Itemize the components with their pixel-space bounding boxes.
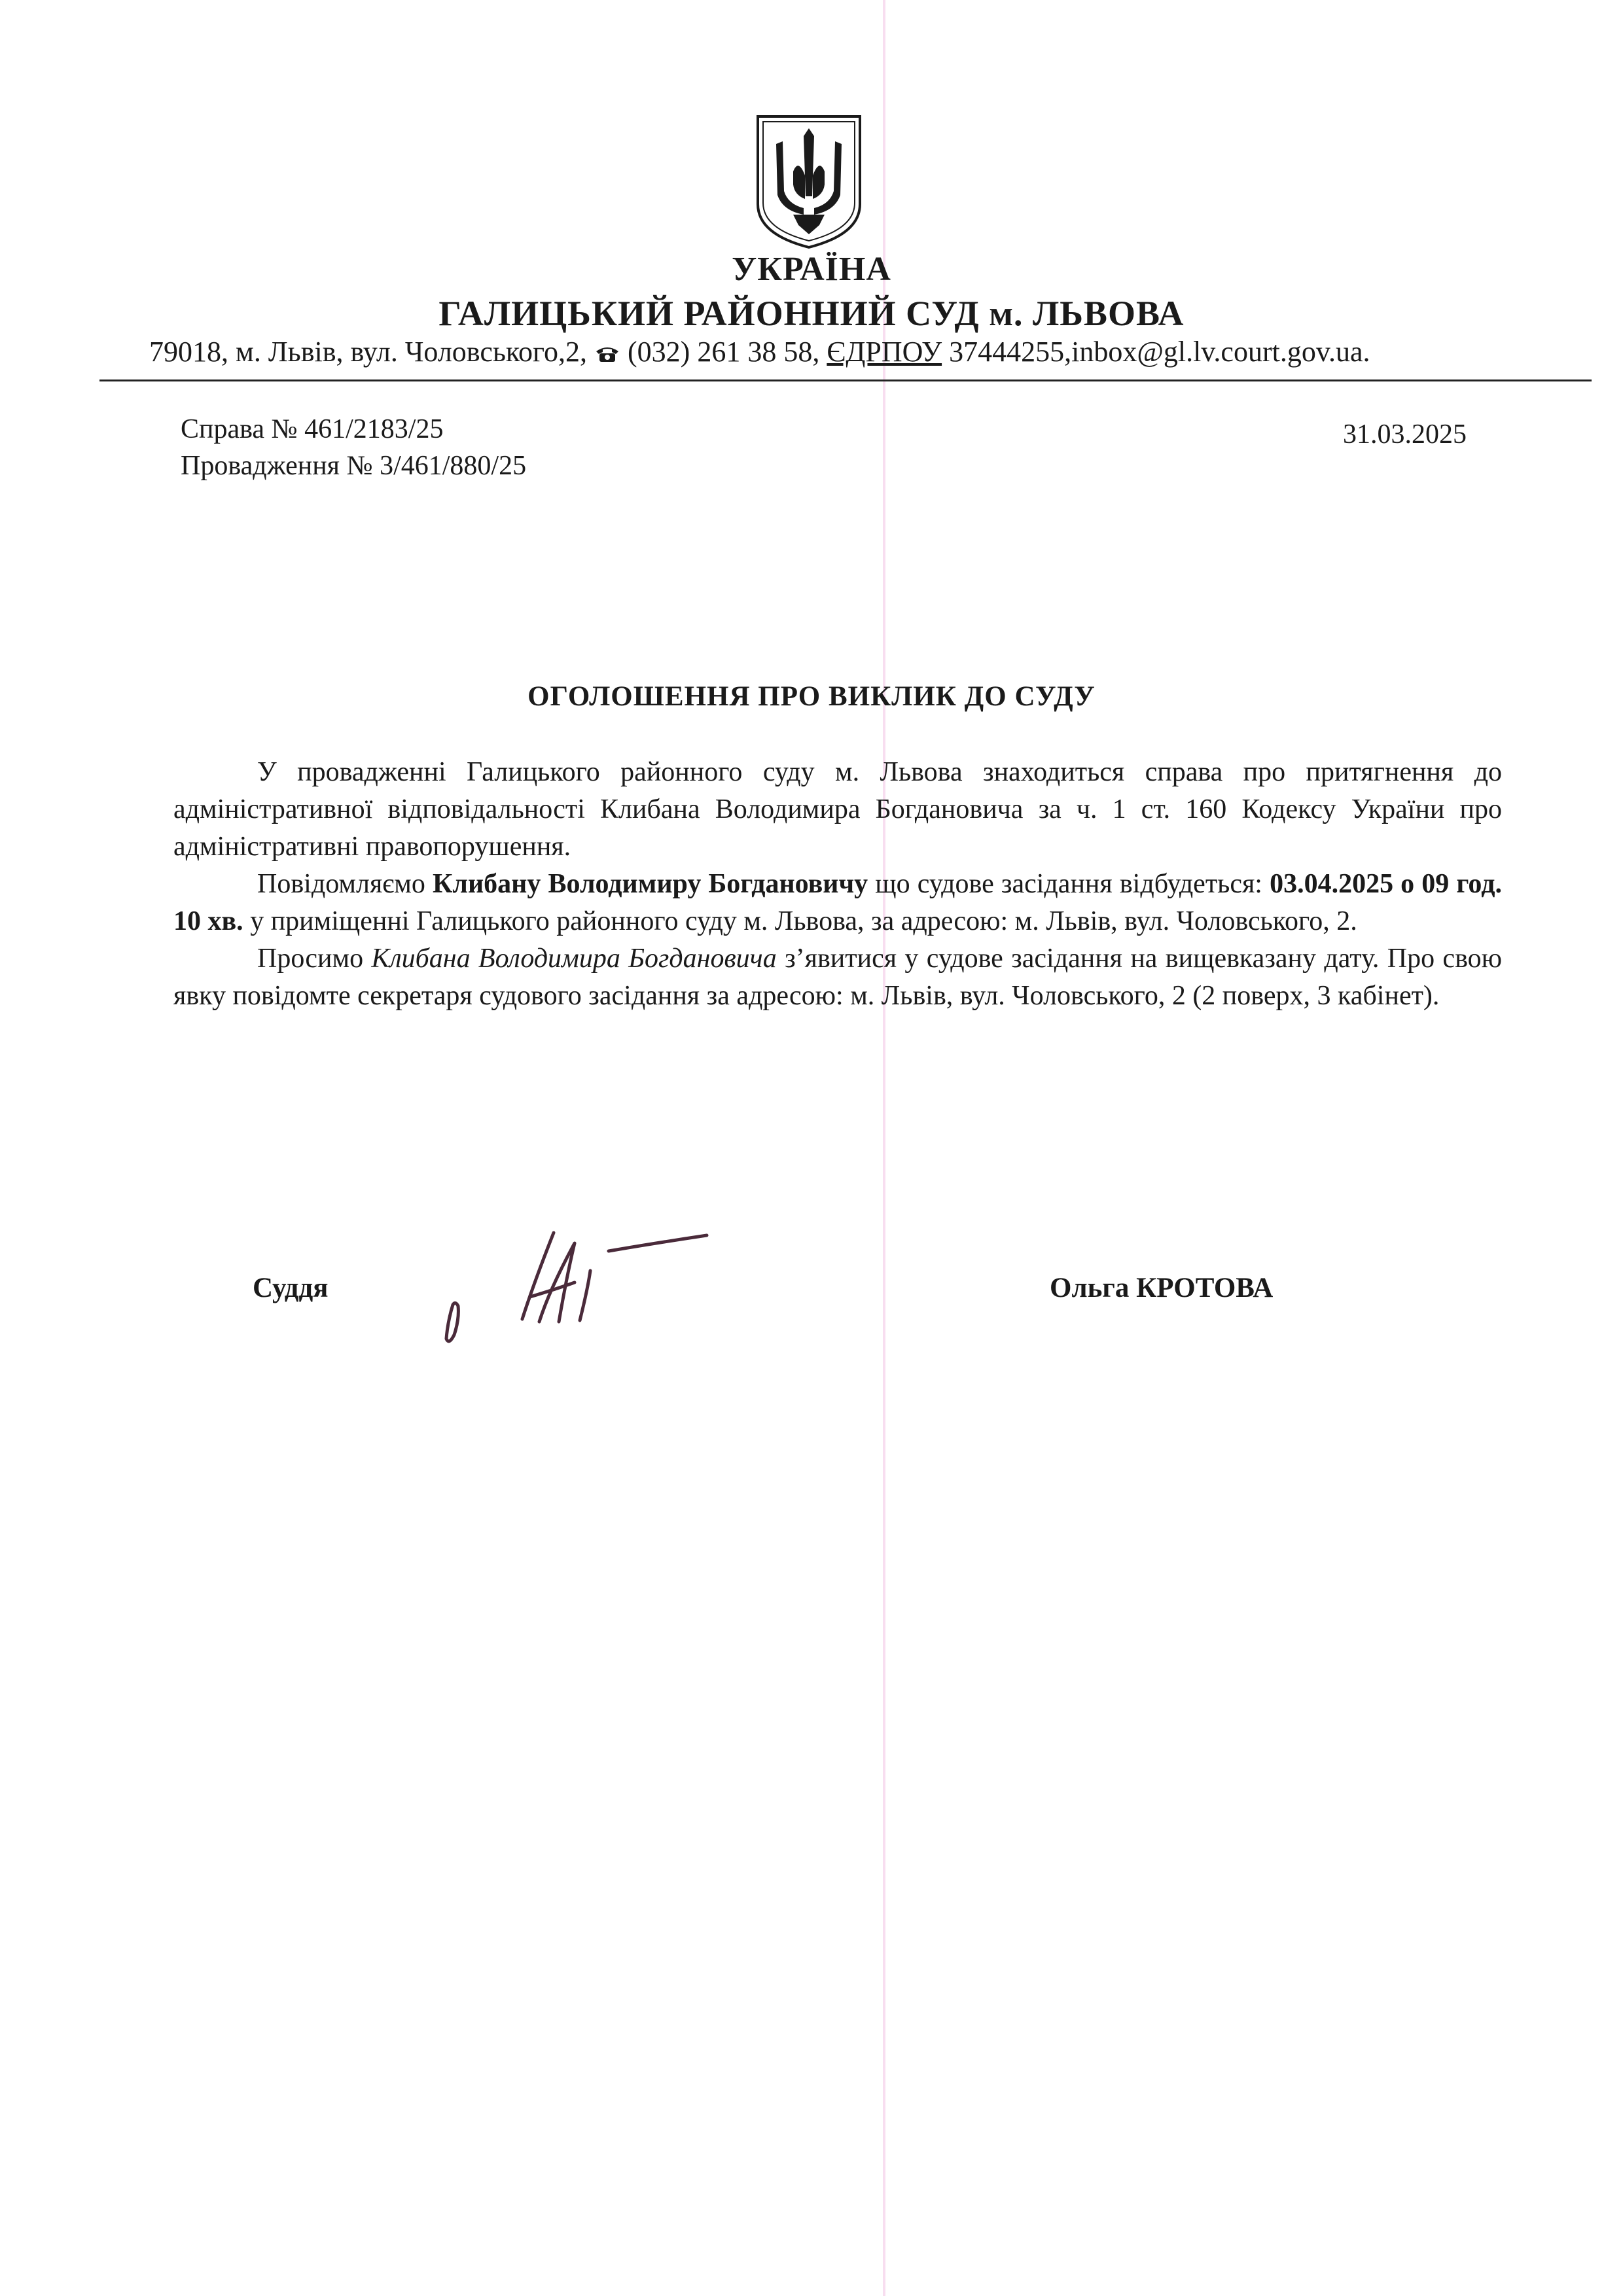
- header-divider: [99, 380, 1592, 381]
- hearing-datetime: 03.04.2025 о 09 год. 10 хв.: [173, 869, 1502, 936]
- edrpou-label: ЄДРПОУ: [827, 336, 942, 368]
- notice-body: [173, 754, 1502, 1015]
- defendant-name-italic: Клибана Володимира Богдановича: [371, 944, 777, 974]
- paragraph-case-info: У провадженні Галицького районного суду м. Львова знаходиться справа про притягнення до адміністративної відповідальності Клибана Володимира Богдановича за ч. 1 ст. 160 Кодексу України про адміністративні правопорушення.: [173, 757, 1502, 862]
- p2-lead: Повідомляємо: [257, 869, 433, 899]
- handwritten-signature: [419, 1191, 785, 1374]
- coat-of-arms-icon: [754, 113, 864, 251]
- document-date: 31.03.2025: [1343, 419, 1467, 450]
- p3-lead: Просимо: [257, 944, 372, 974]
- judge-role-label: Суддя: [253, 1273, 329, 1303]
- court-name: ГАЛИЦЬКИЙ РАЙОННИЙ СУД м. ЛЬВОВА: [438, 294, 1185, 333]
- court-contacts: 79018, м. Львів, вул. Чоловського,2, (032) 261 38 58, ЄДРПОУ 37444255,inbox@gl.lv.court.gov.ua.: [149, 336, 1370, 368]
- court-address: 79018, м. Львів, вул. Чоловського,2,: [149, 336, 595, 368]
- p3-tail: з’явитися у судове засідання на вищевказану дату. Про свою явку повідомте секретаря судового засідання за адресою: м. Львів, вул. Чоловського, 2 (2 поверх, 3 кабінет).: [173, 944, 1502, 1011]
- paragraph-hearing-date: [173, 866, 1502, 940]
- paragraph-appearance-request: [173, 940, 1502, 1015]
- p2-tail: у приміщенні Галицького районного суду м. Львова, за адресою: м. Львів, вул. Чоловського, 2.: [243, 906, 1357, 936]
- court-phone: (032) 261 38 58: [628, 336, 813, 368]
- case-number: Справа № 461/2183/25: [181, 414, 444, 444]
- judge-name: Ольга КРОТОВА: [1050, 1273, 1274, 1303]
- telephone-icon: [594, 344, 620, 363]
- notice-title: ОГОЛОШЕННЯ ПРО ВИКЛИК ДО СУДУ: [527, 681, 1096, 712]
- p2-mid: що судове засідання відбудеться:: [868, 869, 1270, 899]
- proceeding-number: Провадження № 3/461/880/25: [181, 451, 527, 481]
- defendant-name-bold: Клибану Володимиру Богдановичу: [432, 869, 868, 899]
- edrpou-and-email: 37444255,inbox@gl.lv.court.gov.ua.: [942, 336, 1370, 368]
- country-title: УКРАЇНА: [732, 251, 891, 288]
